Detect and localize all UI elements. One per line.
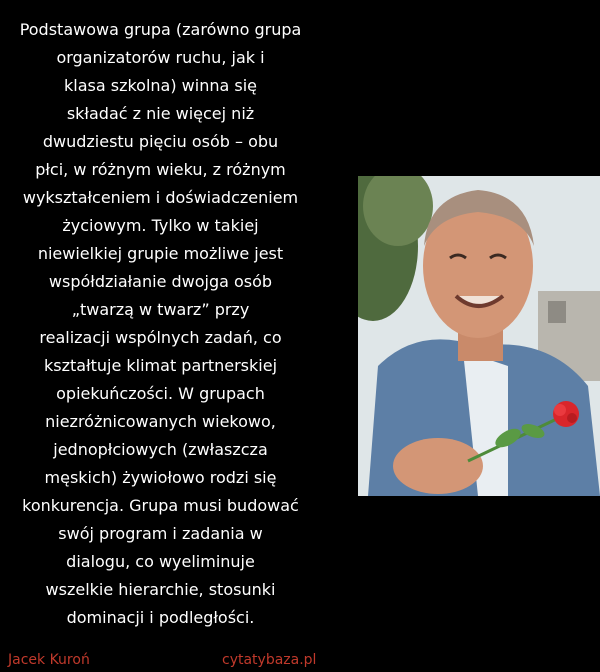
site-link[interactable]: cytatybaza.pl xyxy=(222,652,317,668)
author-name[interactable]: Jacek Kuroń xyxy=(8,652,90,668)
quote-text: Podstawowa grupa (zarówno grupa organizatorów ruchu, jak i klasa szkolna) winna się składać z nie więcej niż dwudziestu pięciu osób – obu płci, w różnym wieku, z różnym wykształceniem i doświadczeniem życiowym. Tylko w takiej niewielkiej grupie możliwe jest współdziałanie dwojga osób „twarzą w twarz” przy realizacji wspólnych zadań, co kształtuje klimat partnerskiej opiekuńczości. W grupach niezróżnicowanych wiekowo, jednopłciowych (zwłaszcza męskich) żywiołowo rodzi się konkurencja. Grupa musi budować swój program i zadania w dialogu, co wyeliminuje wszelkie hierarchie, stosunki dominacji i podległości. xyxy=(19,20,302,627)
author-photo xyxy=(358,176,600,496)
footer xyxy=(0,640,600,672)
